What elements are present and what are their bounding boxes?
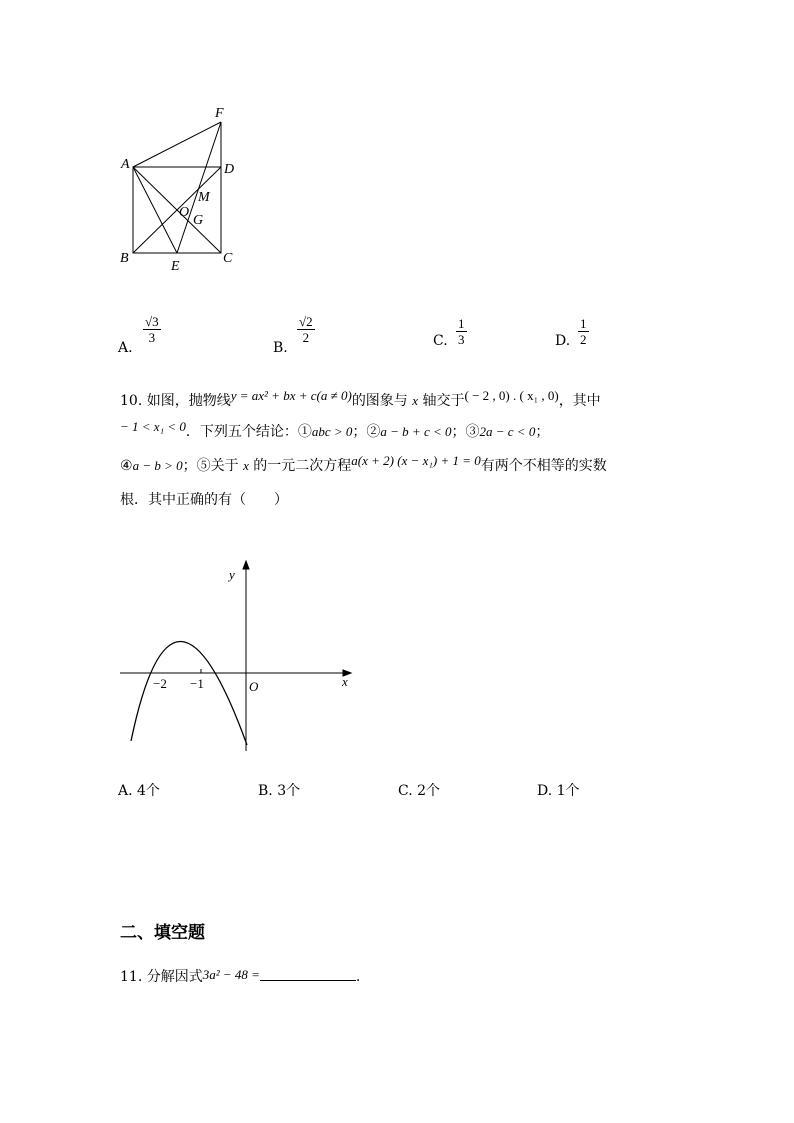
text: 的图象与 <box>351 393 408 409</box>
fraction <box>456 316 467 347</box>
text: ④ <box>120 458 133 474</box>
q11-line <box>120 966 360 987</box>
text: ；⑤关于 <box>182 458 239 474</box>
formula: y = ax² + bx + c(a ≠ 0) <box>230 388 352 403</box>
label-a: A <box>121 157 130 172</box>
label-c: C <box>223 251 233 266</box>
formula: 3a² − 48 = <box>202 967 260 982</box>
denominator: 2 <box>302 330 310 345</box>
label-m: M <box>198 190 210 205</box>
fraction <box>297 314 315 345</box>
formula: a(x + 2) (x − x₁) + 1 = 0 <box>351 453 481 468</box>
denominator: 2 <box>580 332 587 347</box>
numerator: √2 <box>299 314 313 329</box>
formula: abc > 0 <box>311 424 353 439</box>
q10-option-b: B. 3个 <box>258 783 301 799</box>
q10-line-1 <box>120 388 601 411</box>
parabola-graph <box>115 555 360 755</box>
option-letter: C. <box>433 333 448 349</box>
numerator: 1 <box>458 316 465 331</box>
variable: x <box>412 393 419 408</box>
points: ( − 2 , 0) . ( x₁ , 0) <box>464 388 559 403</box>
q10-line-3 <box>120 453 607 476</box>
label-b: B <box>120 251 129 266</box>
numerator: 1 <box>580 316 587 331</box>
tick-label-minus-2: −2 <box>153 676 167 691</box>
text: 轴交于 <box>422 393 465 409</box>
segment-ae <box>133 167 177 253</box>
x-axis-label: x <box>342 674 348 689</box>
question-number: 10. <box>120 393 143 409</box>
origin-label: O <box>249 679 259 694</box>
text: ； <box>535 424 550 440</box>
q10-line-2 <box>120 419 550 442</box>
formula: a − b > 0 <box>132 458 183 473</box>
section-heading: 二、填空题 <box>120 923 205 943</box>
text: ；② <box>352 424 381 440</box>
text: 分解因式 <box>146 969 203 985</box>
geometry-figure <box>110 100 250 280</box>
option-letter: B. <box>273 340 288 356</box>
fraction <box>143 314 161 345</box>
denominator: 3 <box>148 330 156 345</box>
text: 如图，抛物线 <box>146 393 231 409</box>
condition: − 1 < x₁ < 0 <box>120 419 186 434</box>
label-o: O <box>179 205 190 220</box>
q10-option-a: A. 4个 <box>118 783 160 799</box>
formula: 2a − c < 0 <box>479 424 536 439</box>
fraction <box>578 316 589 347</box>
label-d: D <box>224 162 235 177</box>
denominator: 3 <box>458 332 465 347</box>
question-number: 11. <box>120 969 143 985</box>
option-letter: D. <box>555 333 571 349</box>
end-period: . <box>355 969 361 985</box>
numerator: √3 <box>145 314 159 329</box>
text: ．下列五个结论：① <box>185 424 312 440</box>
label-f: F <box>215 106 224 121</box>
q10-option-d: D. 1个 <box>537 783 580 799</box>
label-g: G <box>193 213 204 228</box>
formula: a − b + c < 0 <box>380 424 452 439</box>
label-e: E <box>171 259 180 274</box>
tick-label-minus-1: −1 <box>190 676 204 691</box>
text: ；③ <box>451 424 480 440</box>
text: ，其中 <box>558 393 601 409</box>
text: 的一元二次方程 <box>253 458 352 474</box>
answer-blank[interactable] <box>260 966 356 981</box>
option-letter: A. <box>118 340 133 356</box>
text: 有两个不相等的实数 <box>480 458 607 474</box>
y-axis-label: y <box>229 567 235 582</box>
q10-line-4: 根．其中正确的有（ ） <box>120 492 288 508</box>
variable: x <box>243 458 249 473</box>
q10-option-c: C. 2个 <box>398 783 441 799</box>
parabola-curve <box>131 641 247 745</box>
y-axis-arrow <box>243 561 249 569</box>
